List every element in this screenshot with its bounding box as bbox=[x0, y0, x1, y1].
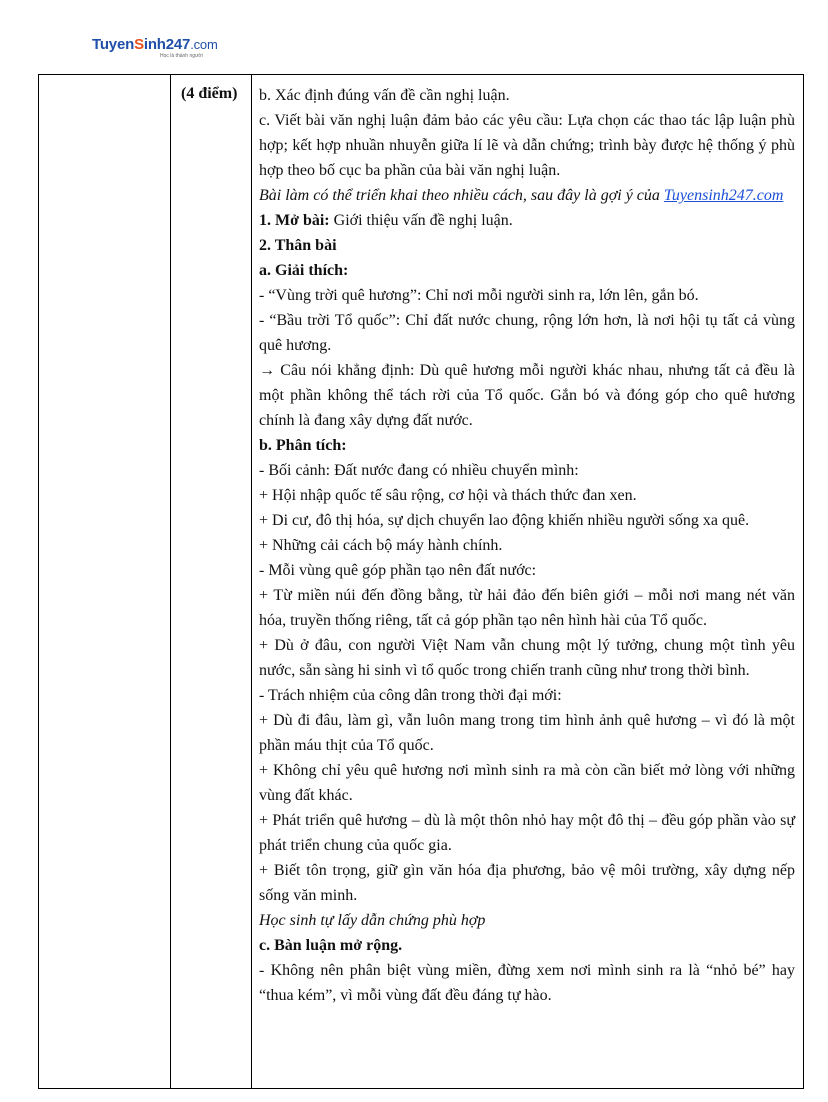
discussion-item: - Không nên phân biệt vùng miền, đừng xem nơi mình sinh ra là “nhỏ bé” hay “thua kém”, vì mỗi vùng đất đều đáng tự hào. bbox=[259, 962, 795, 1004]
answer-content bbox=[252, 75, 803, 1008]
body-heading: 2. Thân bài bbox=[259, 237, 337, 254]
logo-part-2: S bbox=[134, 36, 144, 53]
logo-part-4: .com bbox=[190, 37, 218, 52]
analysis-item: + Dù đi đâu, làm gì, vẫn luôn mang trong tim hình ảnh quê hương – vì đó là một phần máu thịt của Tổ quốc. bbox=[259, 712, 795, 754]
score-cell bbox=[171, 75, 252, 1089]
explain-item: - “Bầu trời Tổ quốc”: Chỉ đất nước chung, rộng lớn hơn, là nơi hội tụ tất cả vùng quê hương. bbox=[259, 312, 795, 354]
intro-label: 1. Mở bài: bbox=[259, 212, 330, 229]
analysis-item: + Hội nhập quốc tế sâu rộng, cơ hội và thách thức đan xen. bbox=[259, 487, 637, 504]
analysis-item: + Dù ở đâu, con người Việt Nam vẫn chung một lý tưởng, chung một tình yêu nước, sẵn sàng hi sinh vì tổ quốc trong chiến tranh cũng như trong thời bình. bbox=[259, 637, 795, 679]
intro-text: Giới thiệu vấn đề nghị luận. bbox=[329, 212, 513, 229]
requirement-c: c. Viết bài văn nghị luận đảm bảo các yêu cầu: Lựa chọn các thao tác lập luận phù hợp; kết hợp nhuần nhuyễn giữa lí lẽ và dẫn chứng; trình bày được hệ thống ý phù hợp theo bố cục ba phần của bài văn nghị luận. bbox=[259, 112, 795, 179]
logo-part-3: inh247 bbox=[143, 36, 191, 53]
analysis-item: + Những cải cách bộ máy hành chính. bbox=[259, 537, 503, 554]
analysis-item: - Mỗi vùng quê góp phần tạo nên đất nước: bbox=[259, 562, 537, 579]
suggestion-note bbox=[259, 183, 795, 208]
content-cell bbox=[252, 75, 804, 1089]
analysis-item: + Di cư, đô thị hóa, sự dịch chuyển lao động khiến nhiều người sống xa quê. bbox=[259, 512, 750, 529]
answer-table bbox=[38, 74, 804, 1089]
table-row bbox=[39, 75, 804, 1089]
intro-section bbox=[259, 208, 795, 233]
explain-item: → Câu nói khẳng định: Dù quê hương mỗi người khác nhau, nhưng tất cả đều là một phần không thể tách rời của Tổ quốc. Gắn bó và đóng góp cho quê hương chính là đang xây dựng đất nước. bbox=[259, 362, 795, 429]
question-cell bbox=[39, 75, 171, 1089]
explain-heading: a. Giải thích: bbox=[259, 262, 349, 279]
analysis-item: + Từ miền núi đến đồng bằng, từ hải đảo đến biên giới – mỗi nơi mang nét văn hóa, truyền thống riêng, tất cả góp phần tạo nên hình hài của Tổ quốc. bbox=[259, 587, 795, 629]
analysis-item: + Biết tôn trọng, giữ gìn văn hóa địa phương, bảo vệ môi trường, xây dựng nếp sống văn minh. bbox=[259, 862, 795, 904]
evidence-note: Học sinh tự lấy dẫn chứng phù hợp bbox=[259, 912, 486, 929]
score-label: (4 điểm) bbox=[181, 85, 238, 102]
analysis-item: + Không chỉ yêu quê hương nơi mình sinh ra mà còn cần biết mở lòng với những vùng đất khác. bbox=[259, 762, 795, 804]
analysis-item: - Bối cảnh: Đất nước đang có nhiều chuyển mình: bbox=[259, 462, 579, 479]
site-logo[interactable] bbox=[92, 36, 218, 53]
analysis-item: - Trách nhiệm của công dân trong thời đại mới: bbox=[259, 687, 562, 704]
discussion-heading: c. Bàn luận mở rộng. bbox=[259, 937, 403, 954]
suggestion-link[interactable]: Tuyensinh247.com bbox=[663, 187, 784, 204]
explain-item: - “Vùng trời quê hương”: Chỉ nơi mỗi người sinh ra, lớn lên, gắn bó. bbox=[259, 287, 699, 304]
logo-tagline: Học là thành người bbox=[160, 53, 203, 59]
analysis-item: + Phát triển quê hương – dù là một thôn nhỏ hay một đô thị – đều góp phần vào sự phát triển chung của quốc gia. bbox=[259, 812, 795, 854]
requirement-b: b. Xác định đúng vấn đề cần nghị luận. bbox=[259, 87, 510, 104]
suggestion-text: Bài làm có thể triển khai theo nhiều cách, sau đây là gợi ý của bbox=[259, 187, 660, 204]
analysis-heading: b. Phân tích: bbox=[259, 437, 347, 454]
logo-part-1: Tuyen bbox=[92, 36, 135, 53]
